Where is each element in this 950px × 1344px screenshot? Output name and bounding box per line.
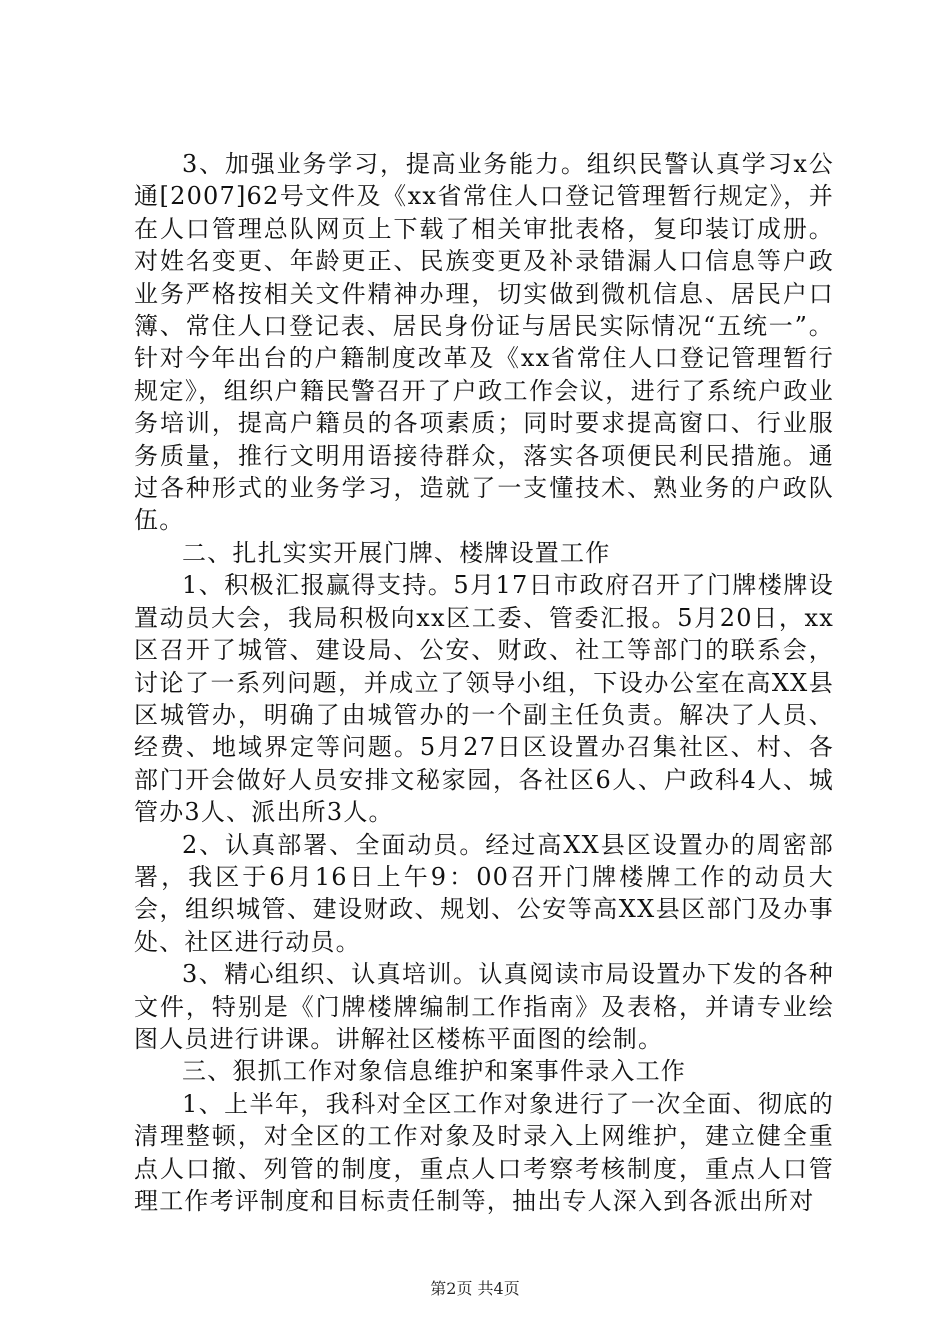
document-body	[134, 148, 834, 1217]
page-footer: 第2页 共4页	[430, 1279, 520, 1298]
paragraph-report-support: 1、积极汇报赢得支持。5月17日市政府召开了门牌楼牌设置动员大会，我局积极向xx区工委、管委汇报。5月20日，xx区召开了城管、建设局、公安、财政、社工等部门的联系会，讨论了一系列问题，并成立了领导小组，下设办公室在高XX县区城管办，明确了由城管办的一个副主任负责。解决了人员、经费、地域界定等问题。5月27日区设置办召集社区、村、各部门开会做好人员安排文秘家园，各社区6人、户政科4人、城管办3人、派出所3人。	[134, 571, 834, 827]
section-heading-doorplate: 二、扎扎实实开展门牌、楼牌设置工作	[182, 538, 611, 567]
paragraph-deployment: 2、认真部署、全面动员。经过高XX县区设置办的周密部署，我区于6月16日上午9：00召开门牌楼牌工作的动员大会，组织城管、建设财政、规划、公安等高XX县区部门及办事处、社区进行动员。	[134, 830, 834, 956]
paragraph-training: 3、精心组织、认真培训。认真阅读市局设置办下发的各种文件，特别是《门牌楼牌编制工作指南》及表格，并请专业绘图人员进行讲课。讲解社区楼栋平面图的绘制。	[134, 960, 834, 1053]
paragraph-business-study: 3、加强业务学习，提高业务能力。组织民警认真学习x公通[2007]62号文件及《xx省常住人口登记管理暂行规定》，并在人口管理总队网页上下载了相关审批表格，复印装订成册。对姓名变更、年龄更正、民族变更及补录错漏人口信息等户政业务严格按相关文件精神办理，切实做到微机信息、居民户口簿、常住人口登记表、居民身份证与居民实际情况“五统一”。针对今年出台的户籍制度改革及《xx省常住人口登记管理暂行规定》，组织户籍民警召开了户政工作会议，进行了系统户政业务培训，提高户籍员的各项素质；同时要求提高窗口、行业服务质量，推行文明用语接待群众，落实各项便民利民措施。通过各种形式的业务学习，造就了一支懂技术、熟业务的户政队伍。	[134, 150, 834, 535]
section-heading-info-maintenance: 三、狠抓工作对象信息维护和案事件录入工作	[182, 1057, 686, 1086]
paragraph-first-half-year: 1、上半年，我科对全区工作对象进行了一次全面、彻底的清理整顿，对全区的工作对象及时录入上网维护，建立健全重点人口撤、列管的制度，重点人口考察考核制度，重点人口管理工作考评制度和目标责任制等，抽出专人深入到各派出所对	[134, 1089, 834, 1215]
